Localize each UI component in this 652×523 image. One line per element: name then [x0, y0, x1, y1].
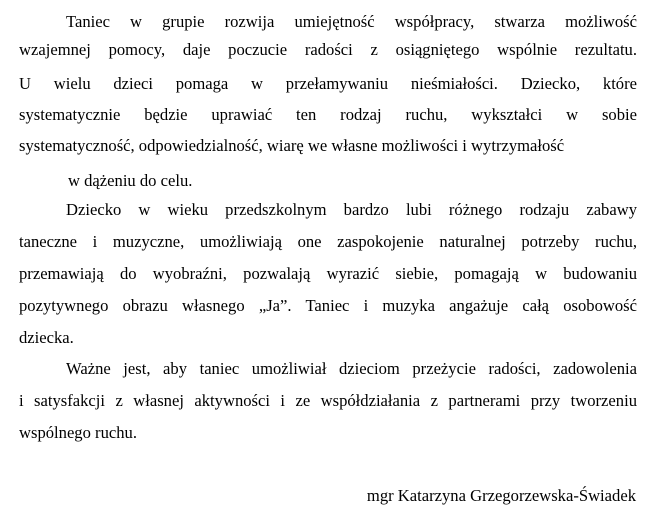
- paragraph-3-line-2: i satysfakcji z własnej aktywności i ze współdziałania z partnerami przy tworzeniu: [19, 391, 637, 410]
- paragraph-1-line-3: U wielu dzieci pomaga w przełamywaniu nieśmiałości. Dziecko, które: [19, 74, 637, 93]
- paragraph-1-line-1: Taniec w grupie rozwija umiejętność współpracy, stwarza możliwość: [66, 12, 637, 31]
- paragraph-1-line-6: w dążeniu do celu.: [68, 171, 193, 190]
- paragraph-1-line-4: systematycznie będzie uprawiać ten rodzaj ruchu, wykształci w sobie: [19, 105, 637, 124]
- paragraph-1-line-2: wzajemnej pomocy, daje poczucie radości z osiągniętego wspólnie rezultatu.: [19, 40, 637, 59]
- paragraph-2-line-3: przemawiają do wyobraźni, pozwalają wyrazić siebie, pomagają w budowaniu: [19, 264, 637, 283]
- paragraph-3-line-1: Ważne jest, aby taniec umożliwiał dzieciom przeżycie radości, zadowolenia: [66, 359, 637, 378]
- paragraph-1-line-5: systematyczność, odpowiedzialność, wiarę we własne możliwości i wytrzymałość: [19, 136, 565, 155]
- paragraph-2-line-2: taneczne i muzyczne, umożliwiają one zaspokojenie naturalnej potrzeby ruchu,: [19, 232, 637, 251]
- author-signature: mgr Katarzyna Grzegorzewska-Świadek: [366, 486, 636, 505]
- paragraph-3-line-3: wspólnego ruchu.: [19, 423, 137, 442]
- paragraph-2-line-4: pozytywnego obrazu własnego „Ja”. Taniec i muzyka angażuje całą osobowość: [19, 296, 637, 315]
- paragraph-2-line-1: Dziecko w wieku przedszkolnym bardzo lubi różnego rodzaju zabawy: [66, 200, 637, 219]
- paragraph-2-line-5: dziecka.: [19, 328, 74, 347]
